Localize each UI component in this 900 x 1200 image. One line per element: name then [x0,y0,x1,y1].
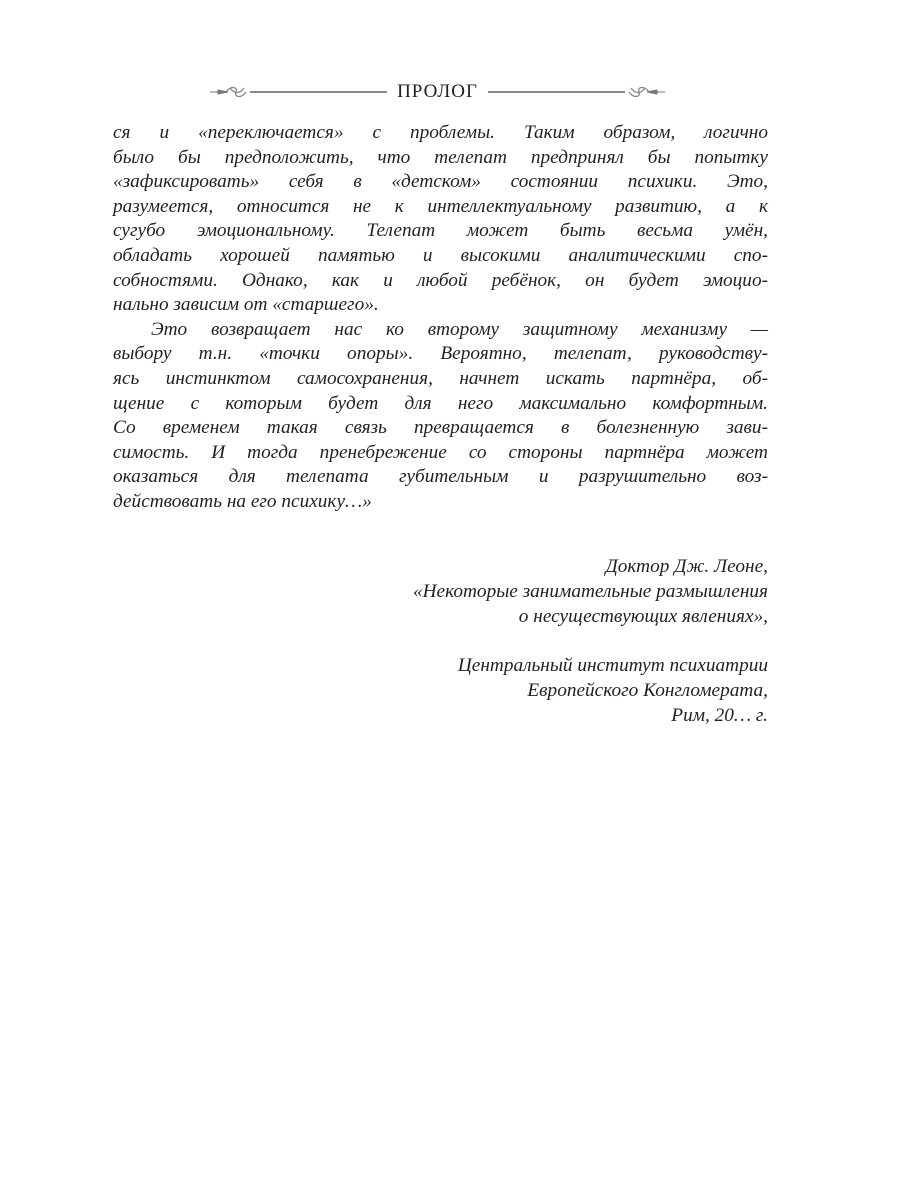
text-line: обладать хорошей памятью и высокими аналитическими спо- [113,244,768,266]
institution: Центральный институт психиатрии [457,655,768,677]
work-title: «Некоторые занимательные размышления [412,580,768,602]
text-line: было бы предположить, что телепат предпринял бы попытку [113,146,768,168]
running-header [210,80,665,104]
place-date: Рим, 20… г. [671,704,768,726]
text-line: разумеется, относится не к интеллектуальному развитию, а к [113,195,768,217]
text-line: симость. И тогда пренебрежение со стороны партнёра может [113,441,768,463]
work-title: о несуществующих явлениях», [518,605,768,627]
ornament-left-icon [210,84,250,100]
text-line: выбору т.н. «точки опоры». Вероятно, телепат, руководству- [113,343,768,365]
header-rule-left [250,91,387,93]
text-line: действовать на его психику…» [113,490,372,512]
author: Доктор Дж. Леоне, [605,556,768,577]
epigraph-attribution [413,555,768,729]
header-rule-right [488,91,625,93]
text-line: собностями. Однако, как и любой ребёнок, он будет эмоцио- [113,269,768,291]
text-line: ся и «переключается» с проблемы. Таким образом, логично [113,122,768,143]
body-text [113,121,768,515]
text-line: оказаться для телепата губительным и разрушительно воз- [113,466,768,488]
paragraph [113,121,768,318]
text-line: «зафиксировать» себя в «детском» состоянии психики. Это, [113,171,768,193]
paragraph [113,318,768,515]
text-line: Со временем такая связь превращается в болезненную зави- [113,417,768,439]
text-line: Это возвращает нас ко второму защитному механизму — [151,318,768,340]
text-line: нально зависим от «старшего». [113,294,379,316]
text-line: ясь инстинктом самосохранения, начнет искать партнёра, об- [113,367,768,389]
ornament-right-icon [625,84,665,100]
text-line: сугубо эмоциональному. Телепат может быть весьма умён, [113,220,768,242]
chapter-title: ПРОЛОГ [397,81,478,102]
text-line: щение с которым будет для него максимально комфортным. [113,392,768,414]
institution: Европейского Конгломерата, [527,679,768,701]
